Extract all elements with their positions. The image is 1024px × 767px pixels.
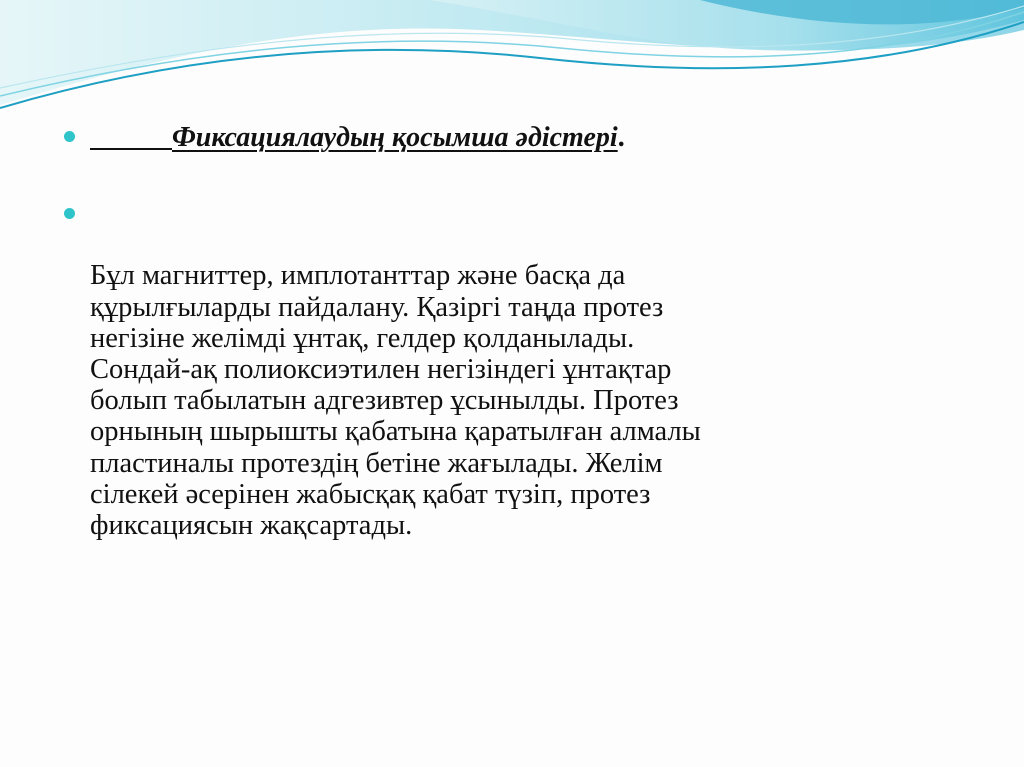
body-bullet xyxy=(58,198,968,541)
bullet-dot-icon xyxy=(64,131,75,142)
heading-bullet xyxy=(58,118,968,158)
wave-decoration xyxy=(0,0,1024,120)
body-paragraph: Бұл магниттер, имплотанттар және басқа да құрылғыларды пайдалану. Қазіргі таңда протез негізіне желімді ұнтақ, гелдер қолданылады. Сондай-ақ полиоксиэтилен негізіндегі ұнтақтар болып табылатын адгезивтер ұсынылды. Протез орнының шырышты қабатына қаратылған алмалы пластиналы протездің бетіне жағылады. Желім сілекей әсерінен жабысқақ қабат түзіп, протез фиксациясын жақсартады. xyxy=(90,260,701,542)
slide-content xyxy=(58,118,968,541)
bullet-dot-icon xyxy=(64,208,75,219)
heading-title: Фиксациялаудың қосымша әдістері xyxy=(172,122,618,153)
heading-underline-spacer xyxy=(90,118,172,150)
heading-period: . xyxy=(617,122,625,153)
